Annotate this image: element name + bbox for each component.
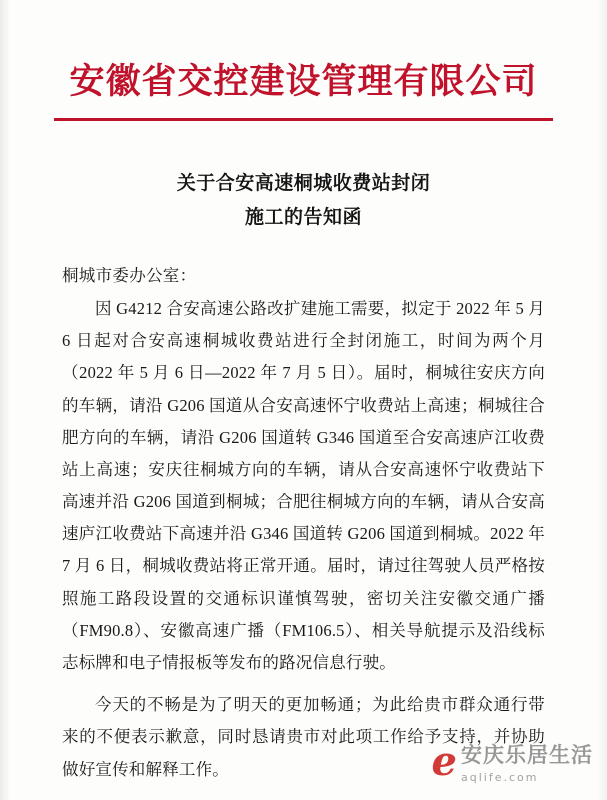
letterhead-divider (54, 118, 553, 121)
body-paragraph-1: 因 G4212 合安高速公路改扩建施工需要，拟定于 2022 年 5 月 6 日起对合安高速桐城收费站进行全封闭施工，时间为两个月（2022 年 5 月 6 日—2022 年 7 月 5 日）。届时，桐城往安庆方向的车辆，请沿 G206 国道从合安高速怀宁收费站上高速；桐城往合肥方向的车辆，请沿 G206 国道转 G346 国道至合安高速庐江收费站上高速；安庆往桐城方向的车辆，请从合安高速怀宁收费站下高速并沿 G206 国道到桐城；合肥往桐城方向的车辆，请从合安高速庐江收费站下高速并沿 G346 国道转 G206 国道到桐城。2022 年 7 月 6 日，桐城收费站将正常开通。届时，请过往驾驶人员严格按照施工路段设置的交通标识谨慎驾驶，密切关注安徽交通广播（FM90.8）、安徽高速广播（FM106.5）、相关导航提示及沿线标志标牌和电子情报板等发布的路况信息行驶。 (62, 299, 545, 672)
page-edge-shadow-right (597, 0, 607, 800)
doc-title-line-1: 关于合安高速桐城收费站封闭 (176, 172, 431, 195)
watermark-text-group (461, 739, 593, 784)
watermark-subtext: aqlife.com (461, 771, 539, 784)
watermark (432, 739, 593, 784)
page-edge-shadow-left (0, 0, 10, 800)
recipient-line: 桐城市委办公室： (62, 265, 197, 285)
watermark-brand: 安庆乐居生活 (461, 743, 593, 767)
doc-title-line-2: 施工的告知函 (244, 205, 362, 228)
organization-name: 安徽省交控建设管理有限公司 (69, 61, 538, 102)
document-body (62, 260, 545, 786)
watermark-logo-icon: e (431, 737, 457, 785)
page-title (0, 167, 607, 234)
letterhead-rule (54, 118, 553, 121)
body-paragraph-2: 今天的不畅是为了明天的更加畅通；为此给贵市群众通行带来的不便表示歉意，同时恳请贵市对此项工作给予支持，并协助做好宣传和解释工作。 (62, 695, 545, 779)
letterhead (0, 0, 607, 102)
